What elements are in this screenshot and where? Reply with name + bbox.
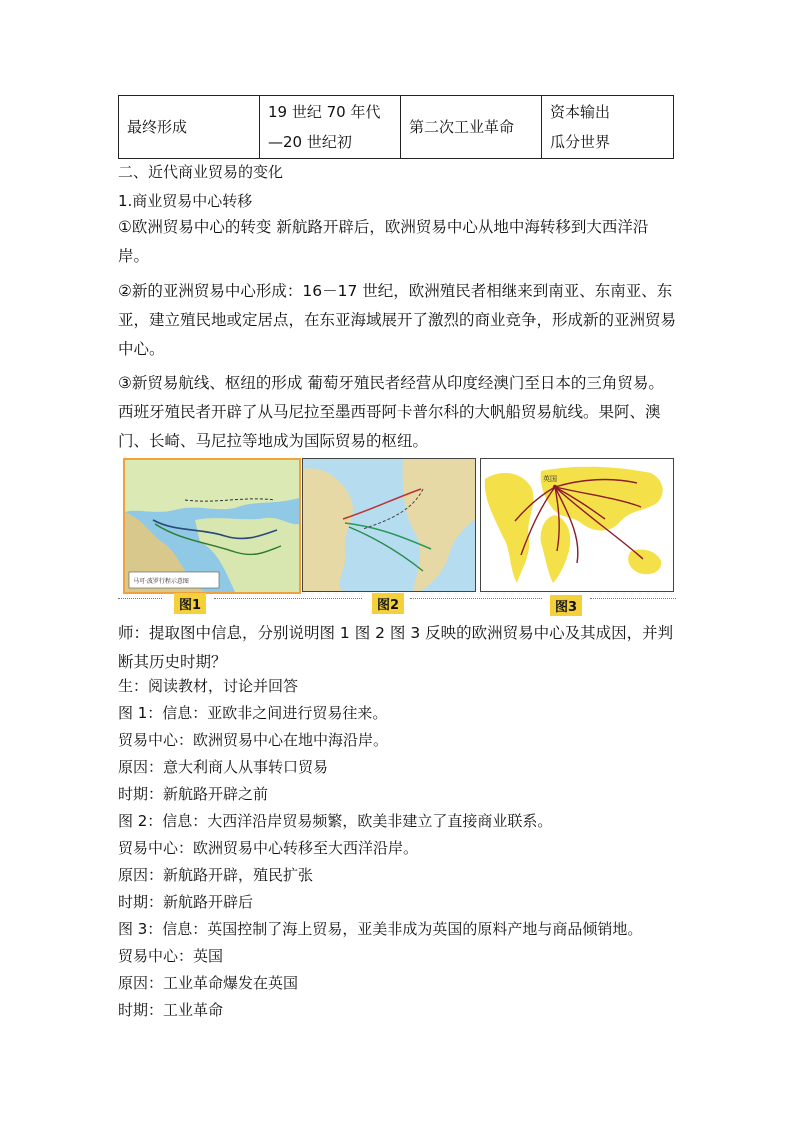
period-line1: 19 世纪 70 年代 — [268, 103, 381, 121]
teacher-question: 师：提取图中信息，分别说明图 1 图 2 图 3 反映的欧洲贸易中心及其成因，并判断其历史时期？ — [118, 624, 674, 671]
event-cell — [401, 96, 542, 159]
result-line1: 资本输出 — [550, 103, 611, 121]
fig2-center: 贸易中心：欧洲贸易中心转移至大西洋沿岸。 — [118, 839, 419, 857]
figure-3-map — [480, 458, 674, 592]
figure-2-map — [302, 458, 476, 592]
figure-2-label: 图2 — [372, 593, 404, 614]
figure-strip — [118, 456, 678, 614]
fig1-info: 图 1：信息：亚欧非之间进行贸易往来。 — [118, 704, 388, 722]
figure-3-center-label: 英国 — [543, 475, 557, 483]
fig3-info: 图 3：信息：英国控制了海上贸易，亚美非成为英国的原料产地与商品倾销地。 — [118, 920, 643, 938]
table-row — [119, 96, 674, 159]
figure-1-map — [123, 458, 301, 594]
fig3-period: 时期：工业革命 — [118, 1001, 224, 1019]
paragraph-3: ③新贸易航线、枢纽的形成 葡萄牙殖民者经营从印度经澳门至日本的三角贸易。西班牙殖民者开辟了从马尼拉至墨西哥阿卡普尔科的大帆船贸易航线。果阿、澳门、长崎、马尼拉等地成为国际贸易的枢纽。 — [118, 374, 664, 450]
stage-text: 最终形成 — [127, 118, 188, 136]
dotted-rule-1 — [118, 598, 162, 600]
event-text: 第二次工业革命 — [409, 118, 515, 136]
figure-2-map-art — [303, 459, 475, 591]
student-response: 生：阅读教材，讨论并回答 — [118, 677, 299, 695]
fig3-center: 贸易中心：英国 — [118, 947, 224, 965]
figure-1-label: 图1 — [174, 593, 206, 614]
history-stage-table — [118, 95, 674, 159]
fig2-reason: 原因：新航路开辟，殖民扩张 — [118, 866, 314, 884]
dotted-rule-2 — [214, 598, 362, 600]
period-line2: —20 世纪初 — [268, 133, 352, 151]
paragraph-2: ②新的亚洲贸易中心形成：16－17 世纪，欧洲殖民者相继来到南亚、东南亚、东亚，建立殖民地或定居点，在东亚海域展开了激烈的商业竞争，形成新的亚洲贸易中心。 — [118, 282, 677, 358]
dotted-rule-3 — [410, 598, 542, 600]
fig1-period: 时期：新航路开辟之前 — [118, 785, 269, 803]
fig2-period: 时期：新航路开辟后 — [118, 893, 254, 911]
sub-heading: 1.商业贸易中心转移 — [118, 192, 253, 210]
dotted-rule-4 — [590, 598, 676, 600]
figure-1-map-art — [125, 460, 299, 592]
paragraph-1: ①欧洲贸易中心的转变 新航路开辟后，欧洲贸易中心从地中海转移到大西洋沿岸。 — [118, 218, 649, 265]
period-cell — [260, 96, 401, 159]
result-cell — [542, 96, 674, 159]
section-heading: 二、近代商业贸易的变化 — [118, 163, 284, 181]
figure-1-legend: 马可·波罗行程示意图 — [133, 578, 189, 585]
fig1-reason: 原因：意大利商人从事转口贸易 — [118, 758, 329, 776]
fig3-reason: 原因：工业革命爆发在英国 — [118, 974, 299, 992]
fig2-info: 图 2：信息：大西洋沿岸贸易频繁，欧美非建立了直接商业联系。 — [118, 812, 553, 830]
figure-3-map-art — [481, 459, 673, 591]
result-line2: 瓜分世界 — [550, 133, 611, 151]
figure-3-label: 图3 — [550, 595, 582, 616]
stage-cell — [119, 96, 260, 159]
fig1-center: 贸易中心：欧洲贸易中心在地中海沿岸。 — [118, 731, 389, 749]
